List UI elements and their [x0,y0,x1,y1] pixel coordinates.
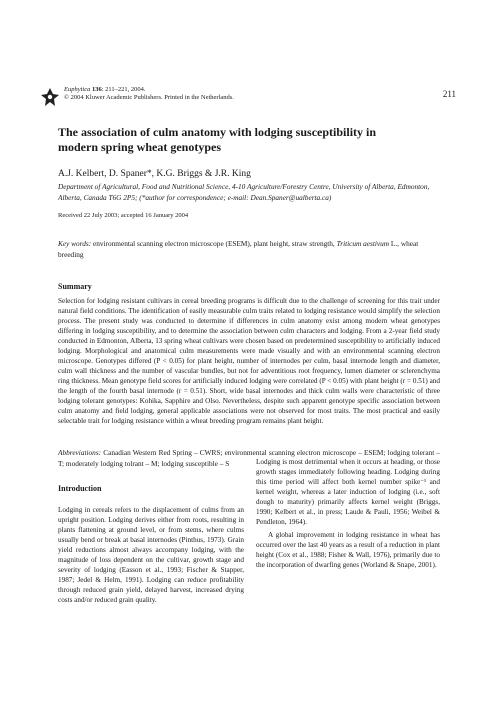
journal-citation [64,86,234,102]
journal-volume: 136 [91,86,102,93]
abbreviations-label: Abbreviations: [58,448,102,457]
keywords-text-end: L., wheat breeding [58,239,419,259]
introduction-right-column [256,457,440,570]
journal-name: Euphytica [64,86,91,93]
introduction-right-paragraph-1: Lodging is most detrimental when it occurs at heading, or those growth stages immediately following heading. Lodging during this time period will affect both kernel number spike⁻¹ and kernel weight, whereas a later induction of lodging (i.e., soft dough to maturity) primarily affects kernel weight (Briggs, 1990; Kelbert et al., in press; Laude & Pauli, 1956; Weibel & Pendleton, 1964). [256,458,440,526]
abbreviations-text: Canadian Western Red Spring – CWRS; environmental scanning electron microscope – ESEM; lodging tolerant – T; moderately lodging tolrant – M; lodging susceptible – S [58,448,440,468]
copyright-line: © 2004 Kluwer Academic Publishers. Printed in the Netherlands. [64,94,234,101]
keywords-label: Key words: [58,239,92,248]
keywords [58,239,440,260]
introduction-right-paragraph-2: A global improvement in lodging resistance in wheat has occurred over the last 40 years as a result of a reduction in plant height (Cox et al., 1988; Fisher & Wall, 1976), primarily due to the incorporation of dwarfing genes (Worland & Snape, 2001). [256,531,440,569]
summary-paragraph: Selection for lodging resistant cultivars in cereal breeding programs is difficult due to the challenge of screening for this trait under natural field conditions. The identification of easily measurable culm traits related to lodging resistance would simplify the selection process. The present study was conducted to determine if differences in culm anatomy exist among modern wheat genotypes differing in lodging susceptibility, and to determine the association between culm characters and lodging. From a 2-year field study conducted in Edmonton, Alberta, 13 spring wheat cultivars were chosen based on predetermined susceptibility to artificially induced lodging. Morphological and anatomical culm measurements were made visually and with an environmental scanning electron microscope. Genotypes differed (P < 0.05) for plant height, number of internodes per culm, basal internode length and diameter, culm wall thickness and the number of vascular bundles, but not for adventitious root frequency, lumen diameter or sclerenchyma ring thickness. Mean genotype field scores for artificially induced lodging were correlated (P < 0.05) with plant height (r = 0.51) and the length of the fourth basal internode (r = 0.51). Short, wide basal internodes and thick culm walls were characteristic of three lodging tolerant genotypes: Kohika, Sapphire and Olso. Nevertheless, despite such apparent genotype specific association between culm anatomy and field lodging, general applicable associations were not observed for most traits. The most practical and easily selectable trait for lodging resistance within a wheat breeding program remains plant height. [58,297,440,425]
author-list: A.J. Kelbert, D. Spaner*, K.G. Briggs & J.R. King [58,169,251,179]
page-header [40,86,456,110]
received-dates: Received 22 July 2003; accepted 16 January 2004 [58,212,189,219]
article-title: The association of culm anatomy with lodging susceptibility in modern spring wheat genotypes [58,125,377,154]
introduction-left-column: Lodging in cereals refers to the displacement of culms from an upright position. Lodging derives either from roots, resulting in plants flattening at ground level, or from stems, where culms usually bend or break at basal internodes (Pinthus, 1973). Grain yield reductions almost always accompany lodging, with the magnitude of loss dependent on the cultivar, growth stage and severity of lodging (Easson et al., 1993; Fischer & Stapper, 1987; Jedel & Helm, 1991). Lodging can reduce profitability through reduced grain yield, delayed harvest, increased drying costs and/or reduced grain quality. [58,506,244,604]
introduction-heading: Introduction [58,484,102,493]
summary-heading: Summary [58,282,92,291]
kluwer-logo-icon [40,87,60,107]
keywords-species: Triticum aestivum [336,239,390,248]
page-number: 211 [442,89,456,99]
keywords-text: environmental scanning electron microscope (ESEM), plant height, straw strength, [91,239,337,248]
journal-pages: : 211–221, 2004. [101,86,146,93]
author-affiliation: Department of Agricultural, Food and Nutritional Science, 4-10 Agriculture/Forestry Centre, University of Alberta, Edmonton, Alberta, Canada T6G 2P5; (*author for correspondence; e-mail: Dean.Spaner@ualberta.ca) [58,182,430,202]
